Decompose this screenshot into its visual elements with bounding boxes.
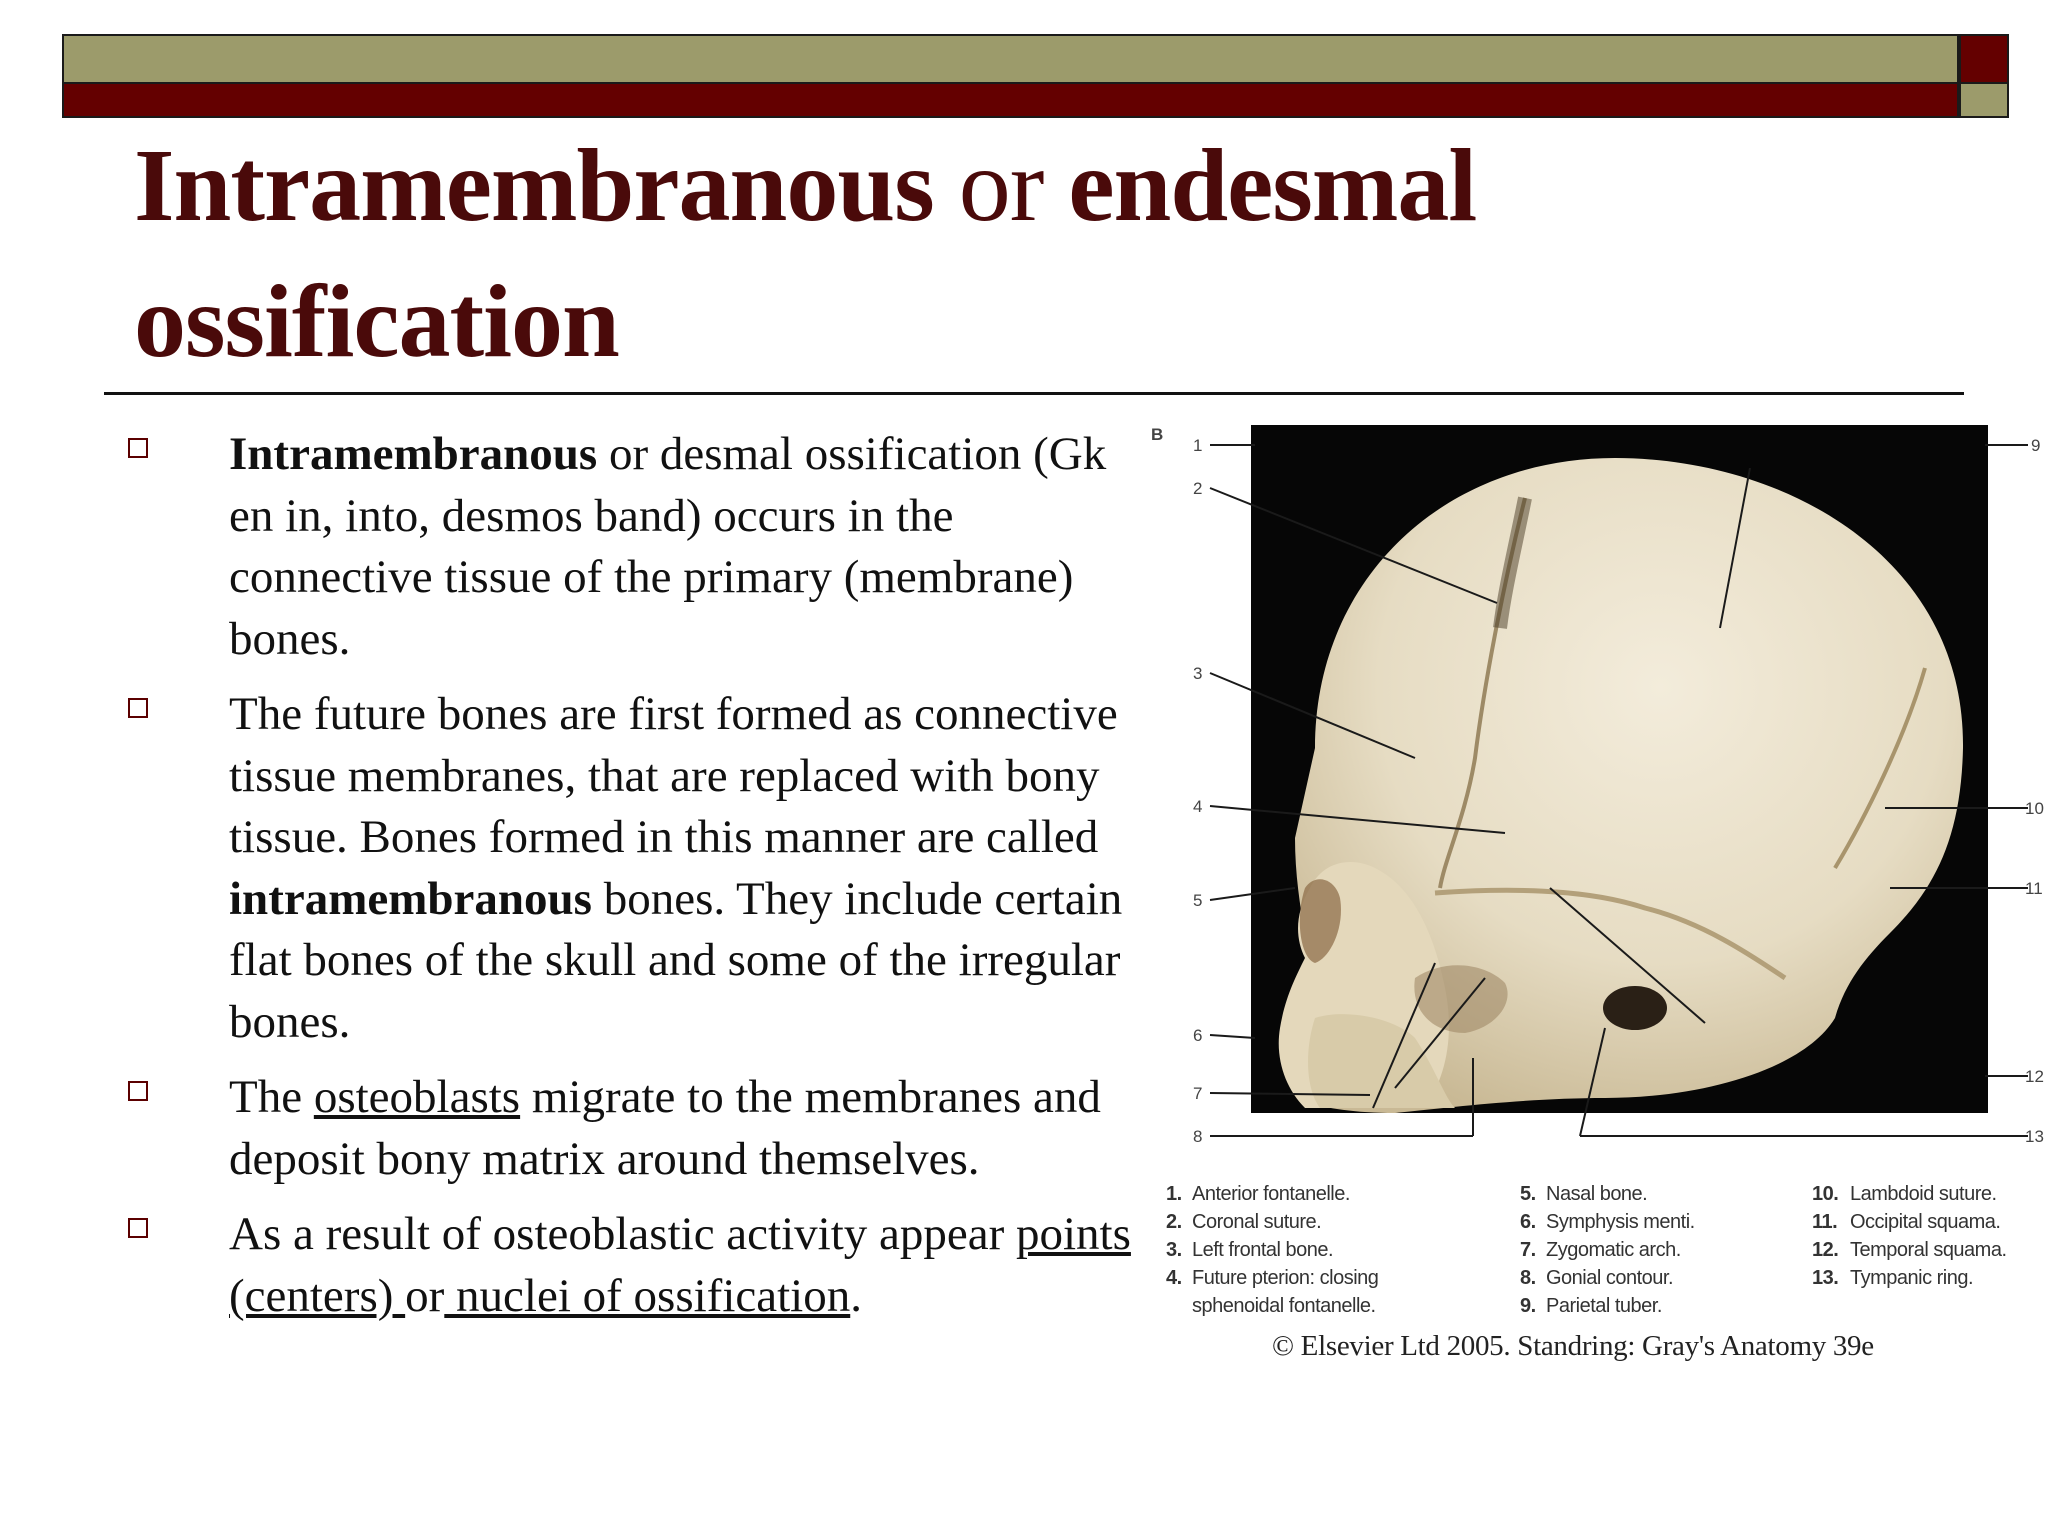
- bullet-1-text: or desmal ossification (Gk en in, into, desmos band) occurs in the connective tissue of the primary (membrane) bones.: [229, 428, 1107, 665]
- header-corner-maroon: [1959, 34, 2009, 84]
- title-connector: or: [933, 128, 1069, 243]
- bullet-4-text-c: .: [850, 1269, 862, 1322]
- legend-column-2: [1520, 1180, 1695, 1320]
- legend-item: 10. Lambdoid suture.: [1812, 1183, 1997, 1205]
- square-bullet-icon: [128, 1218, 148, 1238]
- bullet-4-underline-b: nuclei of ossification: [444, 1269, 851, 1322]
- legend-item: 6. Symphysis menti.: [1520, 1211, 1695, 1233]
- legend-item: 3. Left frontal bone.: [1166, 1239, 1334, 1261]
- header-bar-maroon: [62, 84, 1959, 118]
- callout-3: 3: [1193, 664, 1203, 683]
- legend-item: 2. Coronal suture.: [1166, 1211, 1322, 1233]
- bullet-item-1: [120, 424, 1160, 670]
- legend-item: 8. Gonial contour.: [1520, 1267, 1674, 1289]
- bullet-item-4: [120, 1204, 1160, 1327]
- title-word-2: endesmal: [1068, 128, 1477, 243]
- square-bullet-icon: [128, 438, 148, 458]
- legend-item: 11. Occipital squama.: [1812, 1211, 2001, 1233]
- callout-11: 11: [2025, 879, 2043, 898]
- callout-1: 1: [1193, 436, 1203, 455]
- legend-column-3: [1812, 1180, 2007, 1292]
- slide-title: [134, 118, 1954, 390]
- bullet-item-3: [120, 1067, 1160, 1190]
- bullet-item-2: [120, 684, 1160, 1053]
- title-divider: [104, 392, 1964, 395]
- bullet-list: [120, 424, 1160, 1341]
- title-word-1: Intramembranous: [134, 128, 934, 243]
- callout-13: 13: [2025, 1127, 2044, 1146]
- callout-8: 8: [1193, 1127, 1203, 1146]
- header-corner-olive: [1959, 84, 2009, 118]
- bullet-4-text-a: As a result of osteoblastic activity appear: [229, 1208, 1016, 1260]
- legend-item: 5. Nasal bone.: [1520, 1183, 1648, 1205]
- bullet-3-text-b: migrate to the membranes and deposit bony matrix around themselves.: [229, 1071, 1101, 1185]
- legend-item: sphenoidal fontanelle.: [1192, 1295, 1376, 1317]
- figure-copyright: © Elsevier Ltd 2005. Standring: Gray's Anatomy 39e: [1272, 1330, 1874, 1362]
- bullet-2-bold: intramembranous: [229, 872, 592, 925]
- bullet-4-text-b: or: [405, 1269, 445, 1322]
- callout-7: 7: [1193, 1084, 1203, 1103]
- legend-item: 7. Zygomatic arch.: [1520, 1239, 1681, 1261]
- callout-9: 9: [2031, 436, 2041, 455]
- bullet-1-bold: Intramembranous: [229, 428, 598, 480]
- callout-10: 10: [2025, 799, 2044, 818]
- square-bullet-icon: [128, 698, 148, 718]
- panel-label: B: [1151, 425, 1164, 444]
- header-bar-olive: [62, 34, 1959, 84]
- legend-item: 13. Tympanic ring.: [1812, 1267, 1974, 1289]
- square-bullet-icon: [128, 1081, 148, 1101]
- bullet-3-underline: osteoblasts: [313, 1071, 521, 1123]
- callout-2: 2: [1193, 479, 1203, 498]
- legend-item: 4. Future pterion: closing: [1166, 1267, 1379, 1289]
- callout-12: 12: [2025, 1067, 2044, 1086]
- bullet-2-text-b: bones. They include certain flat bones of the skull and some of the irregular bones.: [229, 872, 1123, 1048]
- bullet-4-underline-a: points (centers): [229, 1208, 1131, 1322]
- title-line-2: ossification: [134, 264, 619, 379]
- callout-4: 4: [1193, 797, 1203, 816]
- bullet-3-text-a: The: [229, 1071, 314, 1123]
- legend-column-1: [1166, 1180, 1378, 1320]
- legend-item: 12. Temporal squama.: [1812, 1239, 2007, 1261]
- skull-ear-opening: [1603, 986, 1667, 1030]
- bullet-2-text-a: The future bones are first formed as connective tissue membranes, that are replaced with bony tissue. Bones formed in this manner are called: [229, 688, 1118, 863]
- legend-item: 1. Anterior fontanelle.: [1166, 1183, 1350, 1205]
- callout-6: 6: [1193, 1026, 1203, 1045]
- legend-item: 9. Parietal tuber.: [1520, 1295, 1662, 1317]
- callout-5: 5: [1193, 891, 1203, 910]
